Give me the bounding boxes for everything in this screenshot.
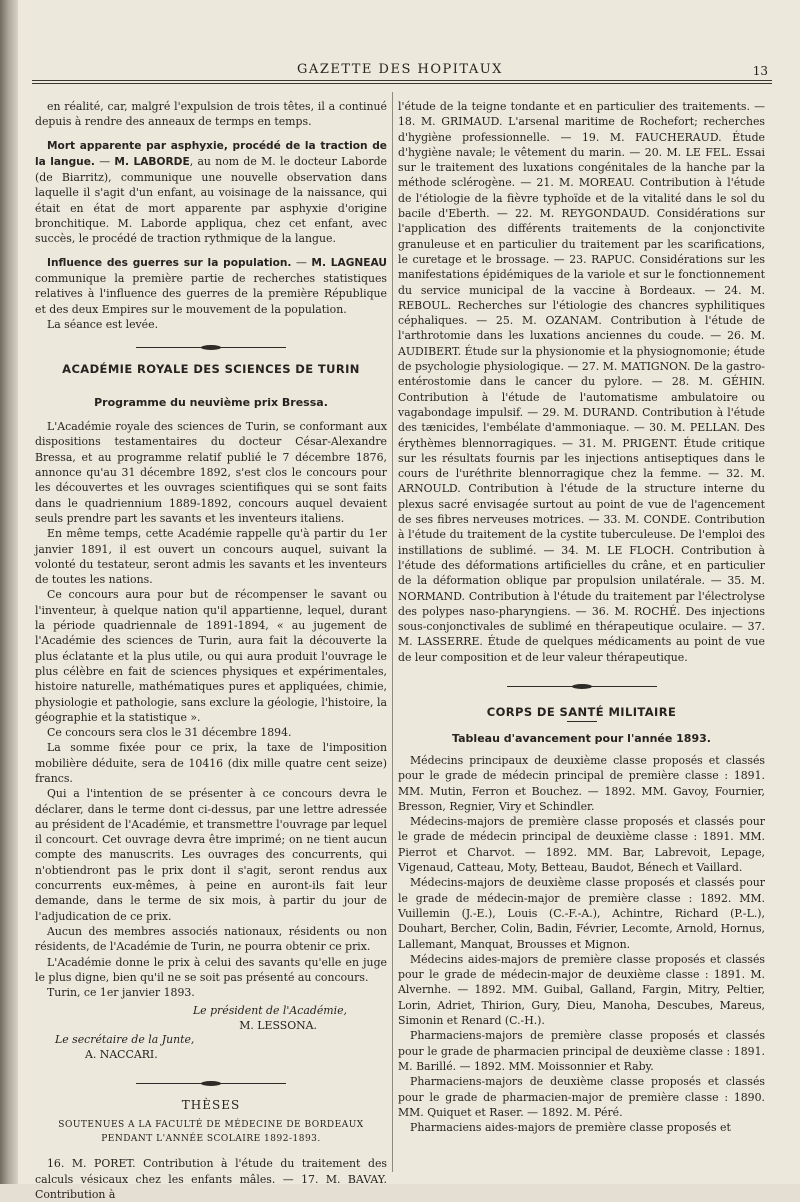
- theses-subtitle-2: PENDANT L'ANNÉE SCOLAIRE 1892-1893.: [101, 1134, 321, 1145]
- influence-guerres-text: communique la première partie de recherches statistiques relatives à l'influence des guerres de la première République et des deux Empires sur le mouvement de la population.: [35, 271, 387, 316]
- programme-paragraph-5: La somme fixée pour ce prix, la taxe de l'imposition mobilière déduite, sera de 10416 (dix mille quatre cent seize) francs.: [35, 741, 387, 785]
- academy-section-title: ACADÉMIE ROYALE DES SCIENCES DE TURIN: [62, 362, 360, 377]
- corps-paragraph-7: Pharmaciens aides-majors de première classe proposés et: [410, 1121, 731, 1135]
- seance-levee: La séance est levée.: [47, 317, 159, 331]
- president-title: Le président de l'Académie,: [192, 1004, 347, 1018]
- programme-paragraph-4: Ce concours sera clos le 31 décembre 1894.: [47, 726, 292, 740]
- section-ornament: [35, 340, 387, 354]
- mort-apparente-text: , au nom de M. le docteur Laborde (de Biarritz), communique une nouvelle observation dans laquelle il s'agit d'un enfant, au voisinage de la naissance, qui était en état de mort apparente par asphyxie d'origine bronchitique. M. Laborde appliqua, chez cet enfant, avec succès, le procédé de traction rythmique de la langue.: [35, 154, 388, 246]
- corps-paragraph-3: Médecins-majors de deuxième classe proposés et classés pour le grade de médecin-major de première classe : 1892. MM. Vuillemin (J.-E.), Louis (C.-F.-A.), Achintre, Richard (P.-L.), Douhart, Bercher, Colin, Badin, Février, Lecomte, Arnold, Hornus, Lallemant, Manquat, Brousses et Mignon.: [398, 876, 765, 951]
- corps-paragraph-4: Médecins aides-majors de première classe proposés et classés pour le grade de médecin-major de deuxième classe : 1891. M. Alvernhe. — 1892. MM. Guibal, Galland, Fargin, Mitry, Peltier, Lorin, Adriet, Thirion, Gury, Dieu, Manoha, Descubes, Mareus, Simonin et Renard (C.-H.).: [398, 952, 765, 1028]
- header-rule: [32, 80, 772, 81]
- programme-paragraph-7: Aucun des membres associés nationaux, résidents ou non résidents, de l'Académie de Turin, ne pourra obtenir ce prix.: [35, 924, 387, 954]
- page-number: 13: [752, 64, 768, 78]
- influence-guerres-author: M. LAGNEAU: [311, 256, 387, 269]
- theses-title: THÈSES: [181, 1098, 241, 1113]
- secretary-title: Le secrétaire de la Junte,: [55, 1033, 195, 1047]
- theses-list-start: 16. M. PORET. Contribution à l'étude du traitement des calculs vésicaux chez les enfants mâles. — 17. M. BAVAY. Contribution à: [35, 1157, 387, 1202]
- section-ornament: [35, 1076, 387, 1090]
- mort-apparente-paragraph: Mort apparente par asphyxie, procédé de la traction de la langue. — M. LABORDE, au nom de M. le docteur Laborde (de Biarritz), communique une nouvelle observation dans laquelle il s'agit d'un enfant, au voisinage de la naissance, qui était en état de mort apparente par asphyxie d'origine bronchitique. M. Laborde appliqua, chez cet enfant, avec succès, le procédé de traction rythmique de la langue.: [35, 139, 388, 246]
- mort-apparente-author: M. LABORDE: [114, 155, 190, 168]
- theses-list-continued: l'étude de la teigne tondante et en particulier des traitements. — 18. M. GRIMAUD. L'arsenal maritime de Rochefort; recherches d'hygiène professionnelle. — 19. M. FAUCHERAUD. Étude d'hygiène navale; le vêtement du marin. — 20. M. LE FEL. Essai sur le traitement des luxations congénitales de la hanche par la méthode sclérogène. — 21. M. MOREAU. Contribution à l'étude de l'étiologie de la fièvre typhoïde et de la vitalité dans le sol du bacile d'Eberth. — 22. M. REYGONDAUD. Considérations sur l'application des différents traitements de la conjonctivite granuleuse et en particulier du traitement par les scarifications, le curetage et le brossage. — 23. RAPUC. Considérations sur les manifestations épidémiques de la variole et sur le fonctionnement du service municipal de la vaccine à Bordeaux. — 24. M. REBOUL. Recherches sur l'étiologie des chancres syphilitiques céphaliques. — 25. M. OZANAM. Contribution à l'étude de l'arthrotomie dans les luxations anciennes du coude. — 26. M. AUDIBERT. Étude sur la physionomie et la physiognomonie; étude de psychologie physiologique. — 27. M. MATIGNON. De la gastro-entérostomie dans le cancer du pylore. — 28. M. GÉHIN. Contribution à l'étude de l'automatisme ambulatoire ou vagabondage impulsif. — 29. M. DURAND. Contribution à l'étude des tænicides, l'embélate d'ammoniaque. — 30. M. PELLAN. Des érythèmes blennorragiques. — 31. M. PRIGENT. Étude critique sur les résultats fournis par les injections antiseptiques dans le cours de l'uréthrite blennorragique chez la femme. — 32. M. ARNOULD. Contribution à l'étude de la structure interne du plexus sacré envisagée surtout au point de vue de l'agencement de ses fibres nerveuses motrices. — 33. M. CONDE. Contribution à l'étude du traitement de la cystite tuberculeuse. De l'emploi des instillations de sublimé. — 34. M. LE FLOCH. Contribution à l'étude des déformations artificielles du crâne, et en particulier de la déformation oblique par propulsion unilatérale. — 35. M. NORMAND. Contribution à l'étude du traitement par l'électrolyse des polypes naso-pharyngiens. — 36. M. ROCHÉ. Des injections sous-conjonctivales de sublimé en thérapeutique oculaire. — 37. M. LASSERRE. Étude de quelques médicaments au point de vue de leur composition et de leur valeur thérapeutique.: [398, 100, 765, 664]
- programme-paragraph-8: L'Académie donne le prix à celui des savants qu'elle en juge le plus digne, bien qu'il ne se soit pas présenté au concours.: [35, 955, 387, 984]
- corps-paragraph-5: Pharmaciens-majors de première classe proposés et classés pour le grade de pharmacien principal de deuxième classe : 1891. M. Barillé. — 1892. MM. Moissonnier et Raby.: [398, 1029, 765, 1073]
- right-column: [398, 99, 765, 1135]
- secretary-name: A. NACCARI.: [85, 1047, 158, 1061]
- title-underline: [567, 721, 597, 722]
- corps-paragraph-1: Médecins principaux de deuxième classe proposés et classés pour le grade de médecin principal de première classe : 1891. MM. Mutin, Ferron et Bouchez. — 1892. MM. Gavoy, Fournier, Bresson, Regnier, Viry et Schindler.: [398, 753, 765, 813]
- paragraph-continued: en réalité, car, malgré l'expulsion de trois têtes, il a continué depuis à rendre des anneaux de termps en temps.: [35, 100, 387, 129]
- programme-paragraph-1: L'Académie royale des sciences de Turin, se conformant aux dispositions testamentaires du docteur César-Alexandre Bressa, et au programme relatif publié le 7 décembre 1876, annonce qu'au 31 décembre 1892, s'est clos le concours pour les découvertes et les ouvrages scientifiques qui se sont faits dans le quadriennium 1889-1892, concours auquel devaient seuls prendre part les savants et les inventeurs italiens.: [35, 420, 387, 525]
- programme-date: Turin, ce 1er janvier 1893.: [47, 986, 195, 1000]
- president-name: M. LESSONA.: [239, 1018, 317, 1032]
- programme-title: Programme du neuvième prix Bressa.: [94, 396, 328, 410]
- influence-guerres-headline: Influence des guerres sur la population.: [47, 256, 292, 269]
- mort-apparente-headline: Mort apparente par asphyxie, procédé de la traction de la langue.: [35, 139, 387, 168]
- influence-guerres-paragraph: Influence des guerres sur la population. — M. LAGNEAU communique la première partie de recherches statistiques relatives à l'influence des guerres de la première République et des deux Empires sur le mouvement de la population.: [35, 255, 387, 316]
- programme-paragraph-2: En même temps, cette Académie rappelle qu'à partir du 1er janvier 1891, il est ouvert un concours auquel, suivant la volonté du testateur, seront admis les savants et les inventeurs de toutes les nations.: [35, 527, 387, 587]
- theses-subtitle-1: SOUTENUES A LA FACULTÉ DE MÉDECINE DE BORDEAUX: [58, 1120, 364, 1131]
- left-column: [35, 99, 387, 1202]
- column-separator: [392, 92, 393, 1172]
- section-ornament: [398, 679, 765, 693]
- journal-title: GAZETTE DES HOPITAUX: [297, 62, 503, 77]
- corps-paragraph-6: Pharmaciens-majors de deuxième classe proposés et classés pour le grade de pharmacien-major de première classe : 1890. MM. Quiquet et Raser. — 1892. M. Péré.: [398, 1075, 765, 1119]
- corps-sante-title: CORPS DE SANTÉ MILITAIRE: [486, 704, 677, 719]
- header-rule-double: [32, 83, 772, 84]
- page-binding-edge: [0, 0, 18, 1184]
- programme-paragraph-3: Ce concours aura pour but de récompenser le savant ou l'inventeur, à quelque nation qu'il appartienne, lequel, durant la période quadriennale de 1891-1894, « au jugement de l'Académie des sciences de Turin, aura fait la découverte la plus éclatante et la plus utile, ou qui aura produit l'ouvrage le plus célèbre en fait de sciences physiques et expérimentales, histoire naturelle, mathématiques pures et appliquées, chimie, physiologie et pathologie, sans exclure la géologie, l'histoire, la géographie et la statistique ».: [35, 588, 387, 724]
- corps-paragraph-2: Médecins-majors de première classe proposés et classés pour le grade de médecin principal de deuxième classe : 1891. MM. Pierrot et Charvot. — 1892. MM. Bar, Labrevoit, Lepage, Vigenaud, Catteau, Moty, Betteau, Baudot, Bénech et Vaillard.: [398, 815, 765, 875]
- programme-paragraph-6: Qui a l'intention de se présenter à ce concours devra le déclarer, dans le terme dont ci-dessus, par une lettre adressée au président de l'Académie, et transmettre l'ouvrage par lequel il concourt. Cet ouvrage devra être imprimé; on ne tient aucun compte des manuscrits. Les ouvrages des concurrents, qui n'obtiendront pas le prix dont il s'agit, seront rendus aux concurrents eux-mêmes, à peine en auront-ils fait leur demande, dans le terme de six mois, à partir du jour de l'adjudication de ce prix.: [35, 787, 387, 923]
- tableau-avancement-title: Tableau d'avancement pour l'année 1893.: [452, 731, 711, 745]
